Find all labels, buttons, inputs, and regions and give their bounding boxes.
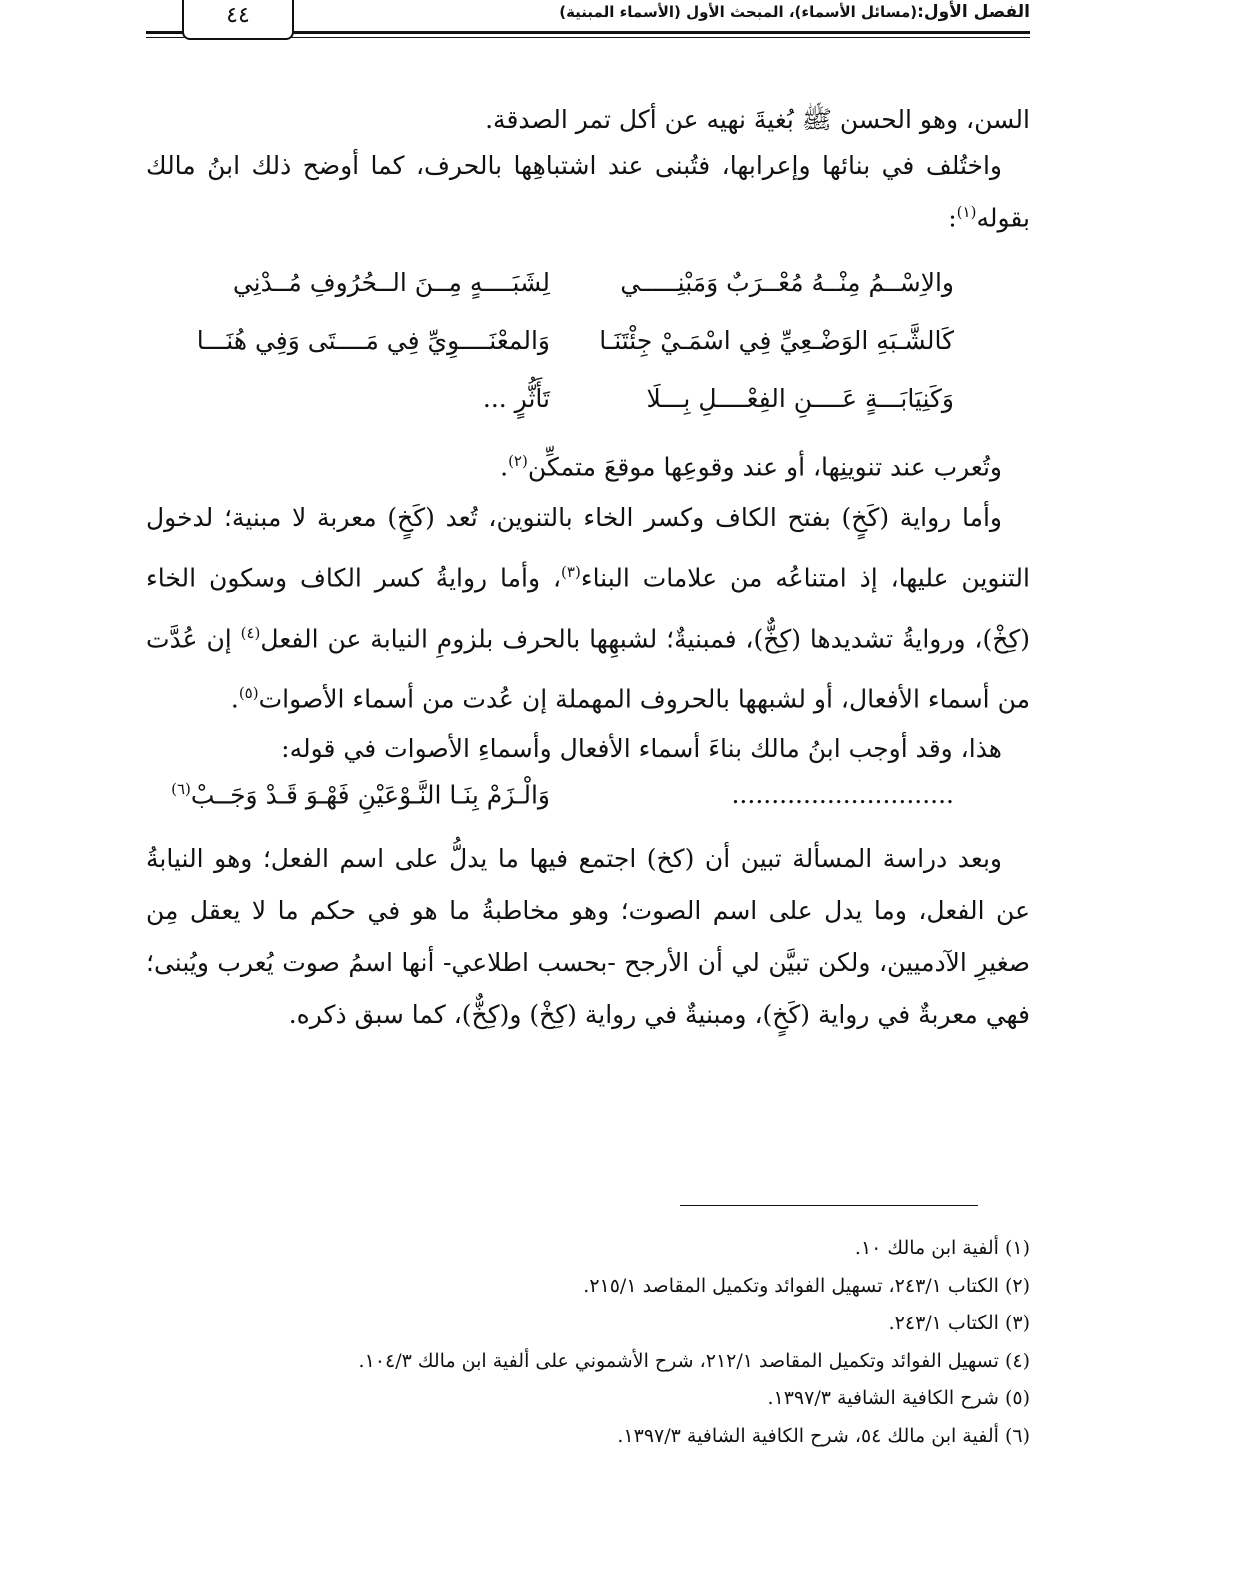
running-head-chapter: الفصل الأول:	[917, 2, 1030, 22]
footnote-ref-3: (٣)	[561, 563, 581, 582]
verse-1-second-hemistich: لِشَبَــــهٍ مِــنَ الــحُرُوفِ مُــدْنِي	[232, 268, 550, 297]
paragraph-4-text-c: إن عُدَّت من أسماء الأفعال، أو لشبهها بالحروف المهملة إن عُدت من أسماء الأصوات	[146, 623, 1030, 714]
paragraph-6: وبعد دراسة المسألة تبين أن (كخ) اجتمع فيها ما يدلُّ على اسم الفعل؛ وهو النيابةُ عن الفعل، وما يدل على اسم الصوت؛ وهو مخاطبةُ ما هو في حكم ما لا يعقل مِن صغيرِ الآدميين، ولكن تبيَّن لي أن الأرجح -بحسب اطلاعي- أنها اسمُ صوت يُعرب ويُبنى؛ فهي معربةٌ في رواية (كَخٍ)، ومبنيةٌ في رواية (كِخْ) و(كِخٌّ)، كما سبق ذكره.	[146, 844, 1030, 1029]
footnote-ref-2: (٢)	[508, 452, 528, 470]
paragraph-3-text: وتُعرب عند تنوينِها، أو عند وقوعِها موقعَ متمكِّن	[527, 452, 1002, 482]
verse-3	[146, 384, 1030, 430]
footnote-4: (٤) تسهيل الفوائد وتكميل المقاصد ٢١٢/١، شرح الأشموني على ألفية ابن مالك ١٠٤/٣.	[358, 1349, 1030, 1372]
paragraph-3	[146, 438, 1030, 490]
paragraph-4-end: .	[230, 684, 239, 714]
footnote-5: (٥) شرح الكافية الشافية ١٣٩٧/٣.	[767, 1387, 1030, 1409]
page-number: ٤٤	[182, 0, 294, 40]
main-text-top	[146, 97, 1030, 241]
verse-4	[146, 780, 1030, 826]
paragraph-4	[146, 490, 1030, 726]
main-text-middle	[146, 438, 1030, 772]
verse-3-first-hemistich: وَكَنِيَابَـــةٍ عَــــنِ الفِعْــــلِ بِـــلَا	[646, 384, 954, 413]
paragraph-2	[146, 143, 1030, 241]
footnote-separator	[680, 1205, 978, 1206]
footnotes	[146, 1230, 1030, 1455]
verse-4-second-hemistich-text: وَالْـزَمْ بِنَـا النَّـوْعَيْنِ فَهْـوَ قَـدْ وَجَــبْ	[190, 780, 550, 810]
footnote-ref-5: (٥)	[238, 683, 259, 702]
paragraph-2-end: :	[948, 203, 957, 233]
footnote-2: (٢) الكتاب ٢٤٣/١، تسهيل الفوائد وتكميل المقاصد ٢١٥/١.	[583, 1274, 1030, 1297]
verse-4-second-hemistich	[171, 780, 550, 810]
verse-2-second-hemistich: وَالمعْنَــــوِيِّ فِي مَــــتَى وَفِي هُنَـــا	[196, 326, 550, 355]
footnote-3: (٣) الكتاب ٢٤٣/١.	[888, 1312, 1030, 1334]
paragraph-2-text: واختُلف في بنائها وإعرابها، فتُبنى عند اشتباهِها بالحرف، كما أوضح ذلك ابنُ مالك بقوله	[146, 151, 1030, 233]
verse-2	[146, 326, 1030, 372]
paragraph-4-text-b: ، وأما روايةُ كسر الكاف وسكون الخاء (كِخْ)، وروايةُ تشديدها (كِخٌّ)، فمبنيةٌ؛ لشبهِها بالحرف بلزومِ النيابة عن الفعل	[146, 563, 1030, 653]
page-header	[146, 0, 1030, 44]
footnote-6: (٦) ألفية ابن مالك ٥٤، شرح الكافية الشافية ١٣٩٧/٣.	[617, 1424, 1030, 1447]
footnote-ref-4: (٤)	[240, 623, 261, 642]
paragraph-1: السن، وهو الحسن ﷺ بُغيةَ نهيه عن أكل تمر الصدقة.	[485, 105, 1030, 134]
verse-1-first-hemistich: والاِسْــمُ مِنْــهُ مُعْــرَبٌ وَمَبْنِـــــي	[620, 268, 954, 297]
paragraph-4-text-a: وأما رواية (كَخٍ) بفتح الكاف وكسر الخاء بالتنوين، تُعد (كَخٍ) معربة لا مبنية؛ لدخول التنوين عليها، إذ امتناعُه من علامات البناء	[146, 503, 1030, 593]
footnote-ref-6: (٦)	[171, 780, 191, 798]
footnote-ref-1: (١)	[956, 203, 977, 221]
paragraph-3-end: .	[500, 452, 509, 482]
verse-2-first-hemistich: كَالشَّـبَهِ الوَضْـعِيِّ فِي اسْمَـيْ جِئْتَنَـا	[599, 326, 954, 355]
running-head	[559, 2, 1030, 22]
footnote-1: (١) ألفية ابن مالك ١٠.	[854, 1237, 1030, 1259]
main-text-bottom	[146, 833, 1030, 1041]
running-head-section: (مسائل الأسماء)، المبحث الأول (الأسماء المبنية)	[559, 3, 918, 21]
verse-3-second-hemistich: تَأَثُّرٍ ...	[482, 384, 550, 413]
paragraph-5: هذا، وقد أوجب ابنُ مالك بناءَ أسماء الأفعال وأسماءِ الأصوات في قوله:	[281, 734, 1002, 764]
verse-1	[146, 268, 1030, 314]
verse-4-first-hemistich: ............................	[731, 780, 954, 809]
